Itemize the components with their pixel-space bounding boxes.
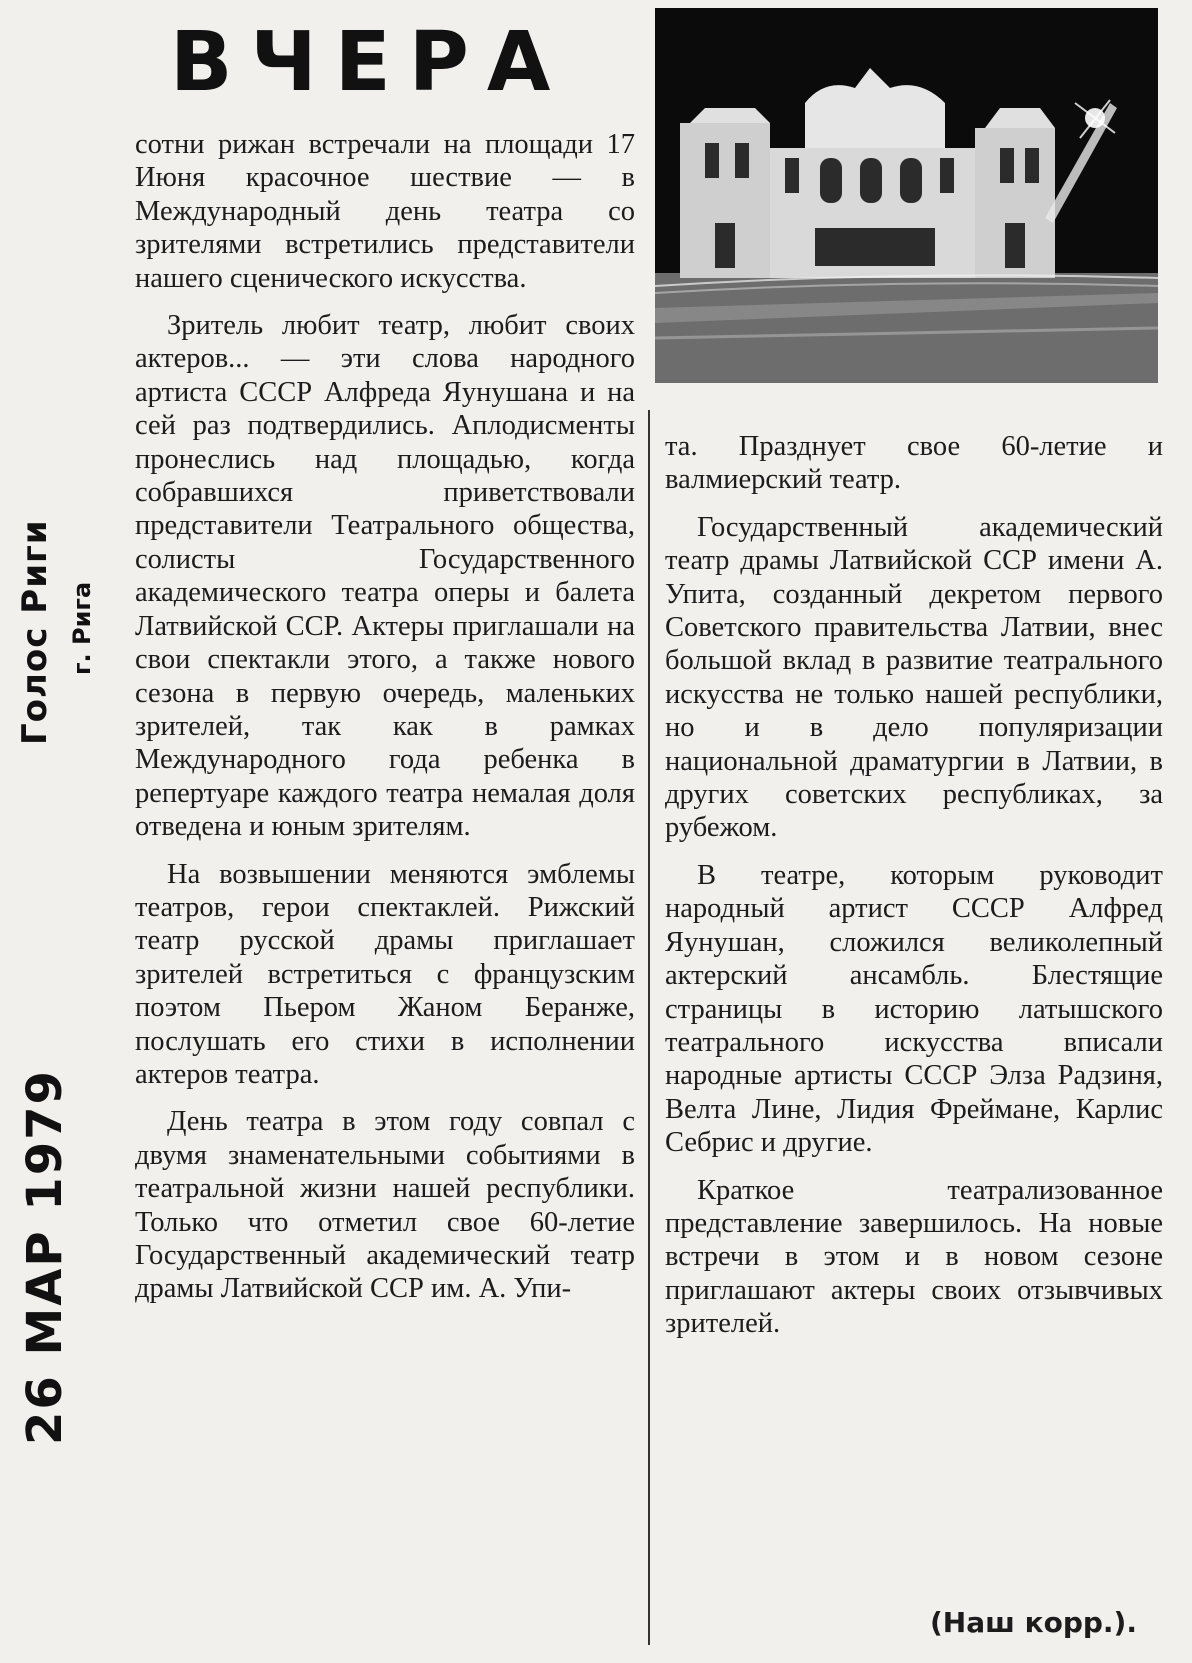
date-stamp: 26 МАР 1979 bbox=[17, 1069, 73, 1445]
column-divider bbox=[648, 410, 650, 1645]
theatre-night-photo bbox=[655, 8, 1158, 383]
article-column-left bbox=[135, 128, 635, 1320]
article-paragraph: День театра в этом году совпал с двумя знаменательными событиями в театральной жизни нашей республики. Только что отметил свое 60-летие Государственный академический театр драмы Латвийской ССР им. А. Упи- bbox=[135, 1106, 635, 1305]
author-signature: (Наш корр.). bbox=[929, 1606, 1137, 1639]
newspaper-name-stamp: Голос Риги bbox=[15, 519, 55, 745]
article-paragraph: Краткое театрализованное представление завершилось. На новые встречи в этом и в новом сезоне приглашают актеры своих отзывчивых зрителей. bbox=[665, 1174, 1163, 1340]
article-paragraph: В театре, которым руководит народный артист СССР Алфред Яунушан, сложился великолепный актерский ансамбль. Блестящие страницы в историю латышского театрального искусства вписали народные артисты СССР Элза Радзиня, Велта Лине, Лидия Фреймане, Карлис Себрис и другие. bbox=[665, 859, 1163, 1159]
article-paragraph: та. Празднует свое 60-летие и валмиерский театр. bbox=[665, 431, 1163, 496]
city-stamp: г. Рига bbox=[68, 581, 96, 675]
article-paragraph: Государственный академический театр драмы Латвийской ССР имени А. Упита, созданный декретом первого Советского правительства Латвии, внес большой вклад в развитие театрального искусства не только нашей республики, но и в дело популяризации национальной драматургии в Латвии, в других советских республиках, за рубежом. bbox=[665, 511, 1163, 844]
article-paragraph: На возвышении меняются эмблемы театров, герои спектаклей. Рижский театр русской драмы приглашает зрителей встретиться с французским поэтом Пьером Жаном Беранже, послушать его стихи в исполнении актеров театра. bbox=[135, 858, 635, 1090]
article-column-right bbox=[665, 430, 1163, 1355]
article-headline: ВЧЕРА bbox=[170, 15, 569, 110]
article-paragraph: Зритель любит театр, любит своих актеров... — эти слова народного артиста СССР Алфреда Яунушана и на сей раз подтвердились. Аплодисменты пронеслись над площадью, когда собравшихся приветствовали представители Театрального общества, солисты Государственного академического театра оперы и балета Латвийской ССР. Актеры приглашали на свои спектакли этого, а также нового сезона в первую очередь, маленьких зрителей, так как в рамках Международного года ребенка в репертуаре каждого театра немалая доля отведена и юным зрителям. bbox=[135, 310, 635, 843]
article-paragraph: сотни рижан встречали на площади 17 Июня красочное шествие — в Международный день театра со зрителями встретились представители нашего сценического искусства. bbox=[135, 129, 635, 294]
